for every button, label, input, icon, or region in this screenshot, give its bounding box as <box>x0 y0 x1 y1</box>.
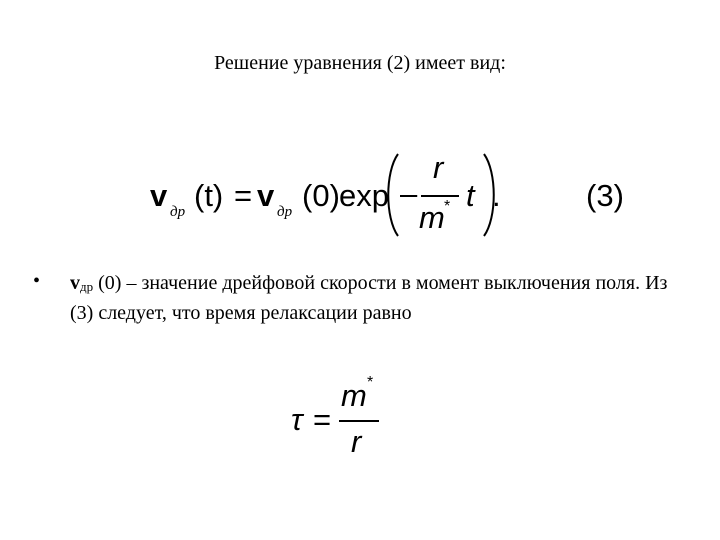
velocity-subscript-initial: др <box>277 204 293 220</box>
bullet-marker: • <box>33 270 41 292</box>
velocity-symbol: v <box>150 178 168 213</box>
velocity-subscript: др <box>170 204 186 220</box>
numerator-mass: m <box>341 378 367 413</box>
equation-number: (3) <box>586 178 624 213</box>
equals-sign: = <box>234 178 253 213</box>
equals-sign-2: = <box>313 402 332 437</box>
period: . <box>492 178 501 213</box>
fraction-denominator: m <box>419 200 445 235</box>
tau-symbol: τ <box>291 402 303 437</box>
numerator-star: * <box>367 374 374 391</box>
minus-sign: – <box>400 176 418 211</box>
time-factor: t <box>466 178 475 213</box>
denominator-r: r <box>351 424 362 459</box>
bullet-text <box>70 270 680 327</box>
relaxation-time-equation <box>285 374 405 460</box>
bullet-velocity-symbol: v <box>70 272 80 294</box>
bullet-description: (0) – значение дрейфовой скорости в момент выключения поля. Из (3) следует, что время релаксации равно <box>70 272 668 324</box>
equation-3 <box>150 152 650 238</box>
fraction-bar <box>421 195 459 197</box>
effective-mass-star: * <box>444 198 451 215</box>
velocity-symbol-initial: v <box>257 178 275 213</box>
time-argument: (t) <box>194 178 224 213</box>
left-big-paren <box>382 152 402 238</box>
heading: Решение уравнения (2) имеет вид: <box>214 52 506 74</box>
zero-argument: (0) <box>302 178 340 213</box>
bullet-velocity-subscript: др <box>80 279 94 294</box>
exp-function: exp <box>339 178 389 213</box>
fraction-numerator: r <box>433 150 444 185</box>
fraction-bar-2 <box>339 420 379 422</box>
